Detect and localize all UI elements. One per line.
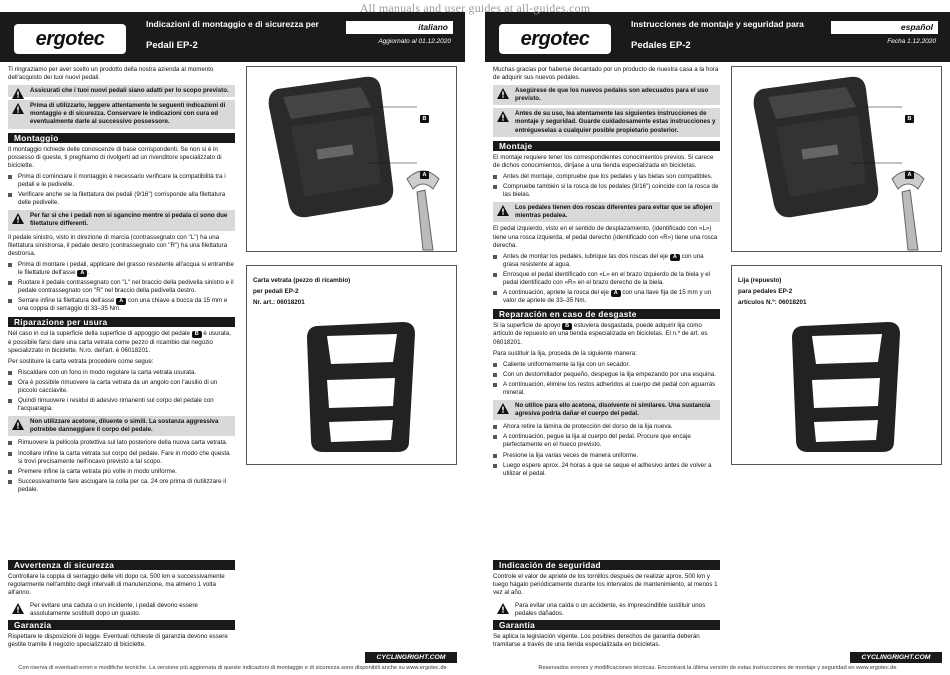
list-item: Verificare anche se la filettatura dei pedali (9/16") corrisponde alla filettatura delle pedivelle. — [8, 191, 235, 207]
grip-tape-caption: Carta vetrata (pezzo di ricambio) per pedali EP-2 Nr. art.: 06018201 — [253, 277, 351, 306]
warning-icon — [497, 88, 509, 99]
warning-box: Per far sì che i pedali non si sgancino mentre si pedala ci sono due filettature differenti. — [8, 210, 235, 230]
list-item: Ora è possibile rimuovere la carta vetrata da un angolo con l'ausilio di un piccolo cacciavite. — [8, 379, 235, 395]
page-header — [485, 12, 950, 62]
paragraph: Se aplica la legislación vigente. Los posibles derechos de garantía deberán tramitarse a través de una tienda especializada en bicicletas. — [493, 633, 700, 649]
paragraph: Per sostituire la carta vetrata procedere come segue: — [8, 357, 154, 365]
callout-badge-a: A — [116, 298, 126, 305]
header-subtitle: Pedali EP-2 — [146, 40, 198, 51]
page-italian — [0, 12, 465, 675]
paragraph: Controllare la coppia di serraggio delle viti dopo ca. 500 km e successivamente regolarmente nell'ambito degli intervalli di manutenzione, ma almeno 1 volta all'anno. — [8, 573, 225, 597]
header-title: Instrucciones de montaje y seguridad para — [631, 19, 804, 29]
warning-box: Per evitare una caduta o un incidente, i pedali devono essere assolutamente sostituiti dopo un guasto. — [8, 600, 235, 620]
list-item: Enrosque el pedal identificado con «L» en el brazo izquierdo de la biela y el pedal identificado con «R» en el brazo derecho de la biela. — [493, 271, 720, 287]
callout-a: A — [420, 171, 429, 179]
paragraph: Il montaggio richiede delle conoscenze di base corrispondenti. Se non si è in possesso di queste, ti preghiamo di rivolgerti ad un rivenditore specializzato di biciclette. — [8, 145, 222, 169]
warranty-section — [8, 616, 235, 652]
intro-text: Muchas gracias por haberse decantado por un producto de nuestra casa a la hora de adquirir sus nuevos pedales. — [493, 66, 719, 82]
section-heading-warranty: Garanzia — [8, 620, 235, 630]
main-column — [8, 66, 235, 496]
callout-badge-a: A — [670, 254, 680, 261]
website-link[interactable]: CYCLINGRIGHT.COM — [850, 652, 942, 663]
list-item: Caliente uniformemente la lija con un secador. — [493, 361, 720, 369]
list-item: Incollare infine la carta vetrata sul corpo del pedale. Fare in modo che questa si trovi precisamente nell'incavo previsto a tal scopo. — [8, 450, 235, 466]
warning-box: Assicurati che i tuoi nuovi pedali siano adatti per lo scopo previsto. — [8, 85, 235, 97]
list-item: Presione la lija varias veces de manera uniforme. — [493, 452, 720, 460]
header-date: Aggiornato al 01.12.2020 — [378, 38, 451, 45]
header-title: Indicazioni di montaggio e di sicurezza per — [146, 19, 319, 29]
warning-icon — [497, 603, 509, 614]
list-item: Ahora retire la lámina de protección del dorso de la lija nueva. — [493, 423, 720, 431]
callout-badge-a: A — [77, 270, 87, 277]
list-item: Serrare infine la filettatura dell'asse A con una chiave a bocca da 15 mm e una coppia di serraggio di 33–35 Nm. — [8, 297, 235, 313]
section-heading-repair: Reparación en caso de desgaste — [493, 309, 720, 319]
warranty-section — [493, 616, 720, 652]
language-label: español — [831, 21, 938, 34]
section-heading-warranty: Garantía — [493, 620, 720, 630]
page-spanish — [485, 12, 950, 675]
header-subtitle: Pedales EP-2 — [631, 40, 691, 51]
section-heading-safety: Avvertenza di sicurezza — [8, 560, 235, 570]
page-header — [0, 12, 465, 62]
warning-icon — [497, 205, 509, 216]
section-heading-mounting: Montaje — [493, 141, 720, 151]
pedal-product-image — [731, 66, 942, 252]
pedal-illustration — [732, 67, 941, 251]
list-item: Prima di montare i pedali, applicare del grasso resistente all'acqua si entrambe le filettature dell'asse A . — [8, 261, 235, 277]
warning-box: Non utilizzare acetone, diluente o simili. La sostanza aggressiva potrebbe danneggiare il corpo del pedale. — [8, 416, 235, 436]
list-item: Compruebe también si la rosca de los pedales (9/16") coincide con la rosca de las bielas. — [493, 183, 720, 199]
list-item: Quindi rimuovere i residui di adesivo rimanenti sul corpo del pedale con l'acquaragia. — [8, 397, 235, 413]
section-heading-repair: Riparazione per usura — [8, 317, 235, 327]
callout-a: A — [905, 171, 914, 179]
list-item: Antes de montar los pedales, lubrique las dos roscas del eje A con una grasa resistente al agua. — [493, 253, 720, 269]
paragraph: Nel caso in cui la superficie della superficie di appoggio del pedale B è usurata, è possibile farsi dare una carta vetrata come pezzo di ricambio dal negozio specializzato in biciclette. N.ro. dell'art. è 06018201. — [8, 330, 231, 354]
intro-text: Ti ringraziamo per aver scelto un prodotto della nostra azienda al momento dell'acquisto dei tuoi nuovi pedali. — [8, 66, 214, 82]
paragraph: Para sustituir la lija, proceda de la siguiente manera: — [493, 349, 637, 357]
warning-box: Antes de su uso, lea atentamente las siguientes instrucciones de montaje y seguridad. Guarde cuidadosamente estas instrucciones y entrégueselas a cualquier posible propietario posterior. — [493, 108, 720, 136]
paragraph: El montaje requiere tener los correspondientes conocimientos previos. Si carece de dichos conocimientos, diríjase a una tienda especializada en bicicletas. — [493, 153, 714, 169]
website-link[interactable]: CYCLINGRIGHT.COM — [365, 652, 457, 663]
list-item: A continuación, pegue la lija al cuerpo del pedal. Procure que encaje perfectamente en el hueco previsto. — [493, 433, 720, 449]
grip-tape-box — [731, 265, 942, 465]
ergotec-logo: ergotec — [499, 24, 611, 54]
header-date: Fecha 1.12.2020 — [887, 38, 936, 45]
list-item: Premere infine la carta vetrata più volte in modo uniforme. — [8, 468, 235, 476]
footer-note: Con riserva di eventuali errori e modifiche tecniche. La versione più aggiornata di queste indicazioni di montaggio e di sicurezza sono disponibili anche su www.ergotec.de — [18, 665, 447, 671]
paragraph: El pedal izquierdo, visto en el sentido de desplazamiento, (identificado con «L») tiene una rosca izquierda, el pedal derecho (identificado con «R») tiene una rosca derecha. — [493, 225, 718, 249]
list-item: Successivamente fare asciugare la colla per ca. 24 ore prima di riutilizzare il pedale. — [8, 478, 235, 494]
callout-badge-b: B — [192, 331, 202, 338]
list-item: Ruotare il pedale contrassegnato con "L" nel braccio della pedivella sinistro e il pedale contrassegnato con "R" nel braccio della pedivella destro. — [8, 279, 235, 295]
callout-badge-b: B — [562, 323, 572, 330]
paragraph: Controle el valor de apriete de los tornillos después de realizar aprox. 500 km y luego hágalo periódicamente durante los intervalos de mantenimiento, al menos 1 vez al año. — [493, 573, 718, 597]
pedal-illustration — [247, 67, 456, 251]
paragraph: Rispettare le disposizioni di legge. Eventuali richieste di garanzia devono essere gestite tramite il negozio specializzato di biciclette. — [8, 633, 228, 649]
callout-b: B — [905, 115, 914, 123]
grip-tape-illustration — [297, 318, 427, 458]
grip-tape-box — [246, 265, 457, 465]
list-item: Antes del montaje, compruebe que los pedales y las bielas son compatibles. — [493, 173, 720, 181]
language-label: italiano — [346, 21, 453, 34]
callout-badge-a: A — [611, 290, 621, 297]
safety-section — [8, 556, 235, 624]
paragraph: Si la superficie de apoyo B estuviera desgastada, puede adquirir lija como artículo de repuesto en una tienda especializada en bicicletas. El n.º de art. es 06018201. — [493, 322, 708, 346]
list-item: A continuación, apriete la rosca del eje A con una llave fija de 15 mm y un valor de apriete de 33–35 Nm. — [493, 289, 720, 305]
main-column — [493, 66, 720, 480]
warning-icon — [12, 419, 24, 430]
warning-box: Los pedales tienen dos roscas diferentes para evitar que se aflojen mientras pedalea. — [493, 202, 720, 222]
warning-box: No utilice para ello acetona, disolvente ni similares. Una sustancia agresiva podría dañar el cuerpo del pedal. — [493, 400, 720, 420]
list-item: Con un destornillador pequeño, despegue la lija empezando por una esquina. — [493, 371, 720, 379]
list-item: Rimuovere la pellicola protettiva sul lato posteriore della nuova carta vetrata. — [8, 439, 235, 447]
pedal-product-image — [246, 66, 457, 252]
list-item: Luego espere aprox. 24 horas a que se seque el adhesivo antes de volver a utilizar el pedal. — [493, 462, 720, 478]
watermark: All manuals and user guides at all-guides.com — [359, 1, 591, 15]
warning-icon — [12, 213, 24, 224]
warning-box: Asegúrese de que los nuevos pedales son adecuados para el uso previsto. — [493, 85, 720, 105]
warning-icon — [497, 403, 509, 414]
list-item: A continuación, elimine los restos adheridos al cuerpo del pedal con aguarrás mineral. — [493, 381, 720, 397]
callout-b: B — [420, 115, 429, 123]
warning-icon — [12, 603, 24, 614]
warning-box: Prima di utilizzarlo, leggere attentamente le seguenti indicazioni di montaggio e di sicurezza. Conservare le indicazioni con cura ed eventualmente darle al successivo possessore. — [8, 100, 235, 128]
warning-icon — [12, 103, 24, 114]
list-item: Riscaldare con un fono in modo regolare la carta vetrata usurata. — [8, 369, 235, 377]
paragraph: Il pedale sinistro, visto in direzione di marcia (contrassegnato con "L") ha una filettatura sinistrorsa, il pedale destro (contrassegnato con "R") ha una filettatura destrorsa. — [8, 233, 228, 257]
footer-note: Reservados errores y modificaciones técnicas. Encontrará la última versión de estas instrucciones de montaje y seguridad en www.ergotec.de — [538, 665, 897, 671]
ergotec-logo: ergotec — [14, 24, 126, 54]
safety-section — [493, 556, 720, 624]
grip-tape-illustration — [782, 318, 912, 458]
warning-box: Para evitar una caída o un accidente, es imprescindible sustituir unos pedales dañados. — [493, 600, 720, 620]
section-heading-safety: Indicación de seguridad — [493, 560, 720, 570]
list-item: Prima di cominciare il montaggio è necessario verificare la compatibilità tra i pedali e le pedivelle. — [8, 173, 235, 189]
warning-icon — [497, 111, 509, 122]
grip-tape-caption: Lija (repuesto) para pedales EP-2 artículos N.º: 06018201 — [738, 277, 807, 306]
warning-icon — [12, 88, 24, 99]
section-heading-mounting: Montaggio — [8, 133, 235, 143]
